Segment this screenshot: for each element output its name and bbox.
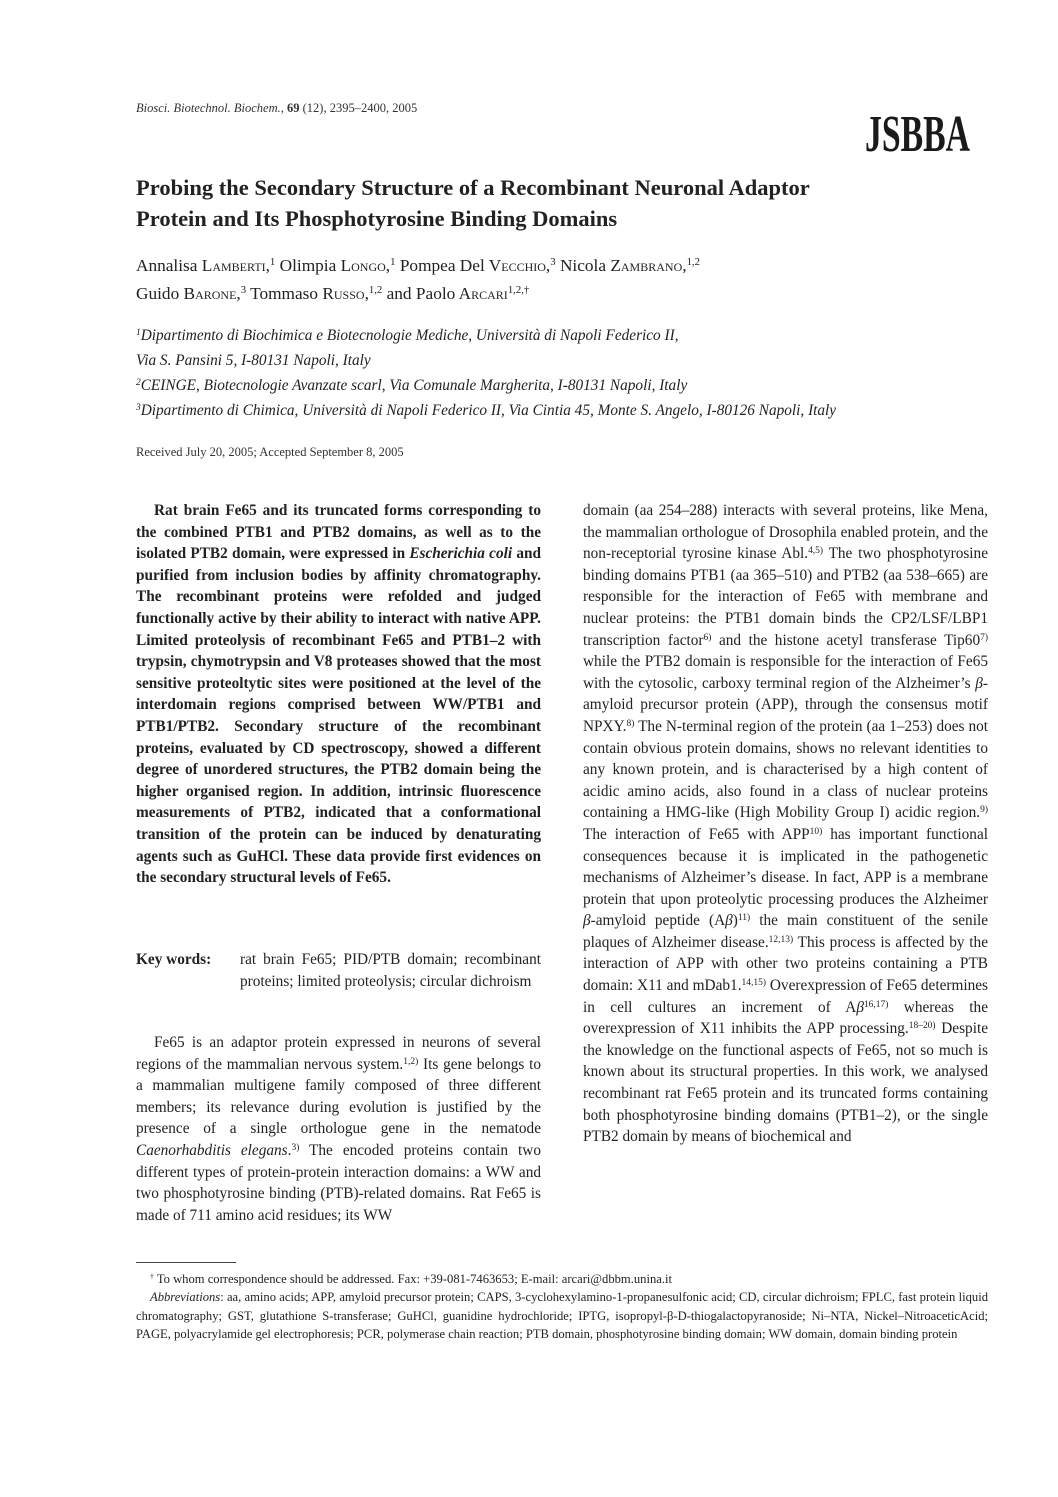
title-line-2: Protein and Its Phosphotyrosine Binding Domains bbox=[136, 206, 618, 231]
author-longo: Olimpia Longo,$^1$ bbox=[279, 256, 396, 275]
affiliation-3: $^3$Dipartimento di Chimica, Università di Napoli Federico II, Via Cintia 45, Monte S. Angelo, I-80126 Napoli, Italy bbox=[136, 402, 837, 419]
affiliation-2: $^2$CEINGE, Biotecnologie Avanzate scarl, Via Comunale Margherita, I-80131 Napoli, Italy bbox=[136, 377, 688, 394]
jsbba-logo-text: JSBBA bbox=[865, 106, 971, 163]
abstract: Rat brain Fe65 and its truncated forms corresponding to the combined PTB1 and PTB2 domains, as well as to the isolated PTB2 domain, were expressed in Escherichia coli and purified from inclusion bodies by affinity chromatography. The recombinant proteins were refolded and judged functionally active by their ability to interact with native APP. Limited proteolysis of recombinant Fe65 and PTB1–2 with trypsin, chymotrypsin and V8 proteases showed that the most sensitive proteoltytic sites were positioned at the level of the interdomain regions comprised between WW/PTB1 and PTB1/PTB2. Secondary structure of the recombinant proteins, evaluated by CD spectroscopy, showed a different degree of unordered structures, the PTB2 domain being the higher organised region. In addition, intrinsic fluorescence measurements of PTB2, indicated that a conformational transition of the protein can be induced by denaturating agents such as GuHCl. These data provide first evidences on the secondary structural levels of Fe65. bbox=[136, 502, 541, 887]
author-russo: Tommaso Russo,$^{1,2}$ bbox=[250, 284, 383, 303]
author-barone: Guido Barone,$^3$ bbox=[136, 284, 247, 303]
paper-title bbox=[136, 172, 956, 234]
jsbba-logo bbox=[863, 104, 973, 163]
affiliation-1-line-2: Via S. Pansini 5, I-80131 Napoli, Italy bbox=[136, 352, 371, 369]
received-dates: Received July 20, 2005; Accepted September 8, 2005 bbox=[136, 445, 404, 459]
affiliation-1-line-1: $^1$Dipartimento di Biochimica e Biotecnologie Mediche, Università di Napoli Federico II, bbox=[136, 327, 679, 344]
keywords-label: Key words: bbox=[136, 951, 212, 968]
title-line-1: Probing the Secondary Structure of a Recombinant Neuronal Adaptor bbox=[136, 175, 810, 200]
author-list bbox=[136, 252, 1016, 308]
journal-name: Biosci. Biotechnol. Biochem., bbox=[136, 101, 284, 115]
body-text-left-column: Fe65 is an adaptor protein expressed in neurons of several regions of the mammalian nervous system.$^{1,2)}$ Its gene belongs to a mammalian multigene family composed of three different members; its relevance during evolution is justified by the presence of a single orthologue gene in the nematode Caenorhabditis elegans.$^{3)}$ The encoded proteins contain two different types of protein-protein interaction domains: a WW and two phosphotyrosine binding (PTB)-related domains. Rat Fe65 is made of 711 amino acid residues; its WW bbox=[136, 1034, 541, 1224]
author-arcari: Paolo Arcari$^{1,2,\dagger}$ bbox=[415, 284, 530, 303]
journal-issue-pages: (12), 2395–2400, 2005 bbox=[302, 101, 418, 115]
body-text-right-column: domain (aa 254–288) interacts with several proteins, like Mena, the mammalian orthologue of Drosophila enabled protein, and the non-receptorial tyrosine kinase Abl.$^{4,5)}$ The two phosphotyrosine binding domains PTB1 (aa 365–510) and PTB2 (aa 538–665) are responsible for the interaction of Fe65 with membrane and nuclear proteins: the PTB1 domain binds the CP2/LSF/LBP1 transcription factor$^{6)}$ and the histone acetyl transferase Tip60$^{7)}$ while the PTB2 domain is responsible for the interaction of Fe65 with the cytosolic, carboxy terminal region of the Alzheimer’s β-amyloid precursor protein (APP), through the consensus motif NPXY.$^{8)}$ The N-terminal region of the protein (aa 1–253) does not contain obvious protein domains, shows no relevant identities to any known protein, and is characterised by a high content of acidic amino acids, also found in a class of nuclear proteins containing a HMG-like (High Mobility Group I) acidic region.$^{9)}$ The interaction of Fe65 with APP$^{10)}$ has important functional consequences because it is implicated in the pathogenetic mechanisms of Alzheimer’s disease. In fact, APP is a membrane protein that upon proteolytic processing produces the Alzheimer β-amyloid peptide $(A\beta)^{11)}$ the main constituent of the senile plaques of Alzheimer disease.$^{12,13)}$ This process is affected by the interaction of APP with other two proteins containing a PTB domain: X11 and mDab1.$^{14,15)}$ Overexpression of Fe65 determines in cell cultures an increment of Aβ$^{16,17)}$ whereas the overexpression of X11 inhibits the APP processing.$^{18-20)}$ Despite the knowledge on the functional aspects of Fe65, not so much is known about its structural properties. In this work, we analysed recombinant rat Fe65 protein and its truncated forms containing both phosphotyrosine binding domains (PTB1–2), or the single PTB2 domain by means of biochemical and bbox=[583, 502, 989, 1146]
journal-citation bbox=[136, 101, 417, 116]
species-name: Escherichia coli bbox=[409, 545, 513, 563]
author-zambrano: Nicola Zambrano,$^{1,2}$ bbox=[559, 256, 700, 275]
author-line-1 bbox=[136, 252, 1016, 280]
keywords-text: rat brain Fe65; PID/PTB domain; recombinant proteins; limited proteolysis; circular dichroism bbox=[240, 951, 541, 990]
author-lamberti: Annalisa Lamberti,$^1$ bbox=[136, 256, 276, 275]
correspondence-footnote: † To whom correspondence should be addressed. Fax: +39-081-7463653; E-mail: arcari@dbbm.unina.it bbox=[150, 1271, 672, 1286]
author-line-2 bbox=[136, 280, 1016, 308]
author-del-vecchio: Pompea Del Vecchio,$^3$ bbox=[399, 256, 556, 275]
footnote-divider bbox=[136, 1262, 236, 1263]
abbreviations-footnote: Abbreviations: aa, amino acids; APP, amyloid precursor protein; CAPS, 3-cyclohexylamino-1-propanesulfonic acid; CD, circular dichroism; FPLC, fast protein liquid chromatography; GST, glutathione S-transferase; GuHCl, guanidine hydrochloride; IPTG, isopropyl-β-D-thiogalactopyranoside; Ni–NTA, Nickel–NitroaceticAcid; PAGE, polyacrylamide gel electrophoresis; PCR, polymerase chain reaction; PTB domain, phosphotyrosine binding domain; WW domain, domain binding protein bbox=[136, 1290, 988, 1342]
journal-volume: 69 bbox=[287, 101, 300, 115]
keywords bbox=[136, 949, 541, 992]
author-conjunction: and bbox=[386, 284, 412, 303]
